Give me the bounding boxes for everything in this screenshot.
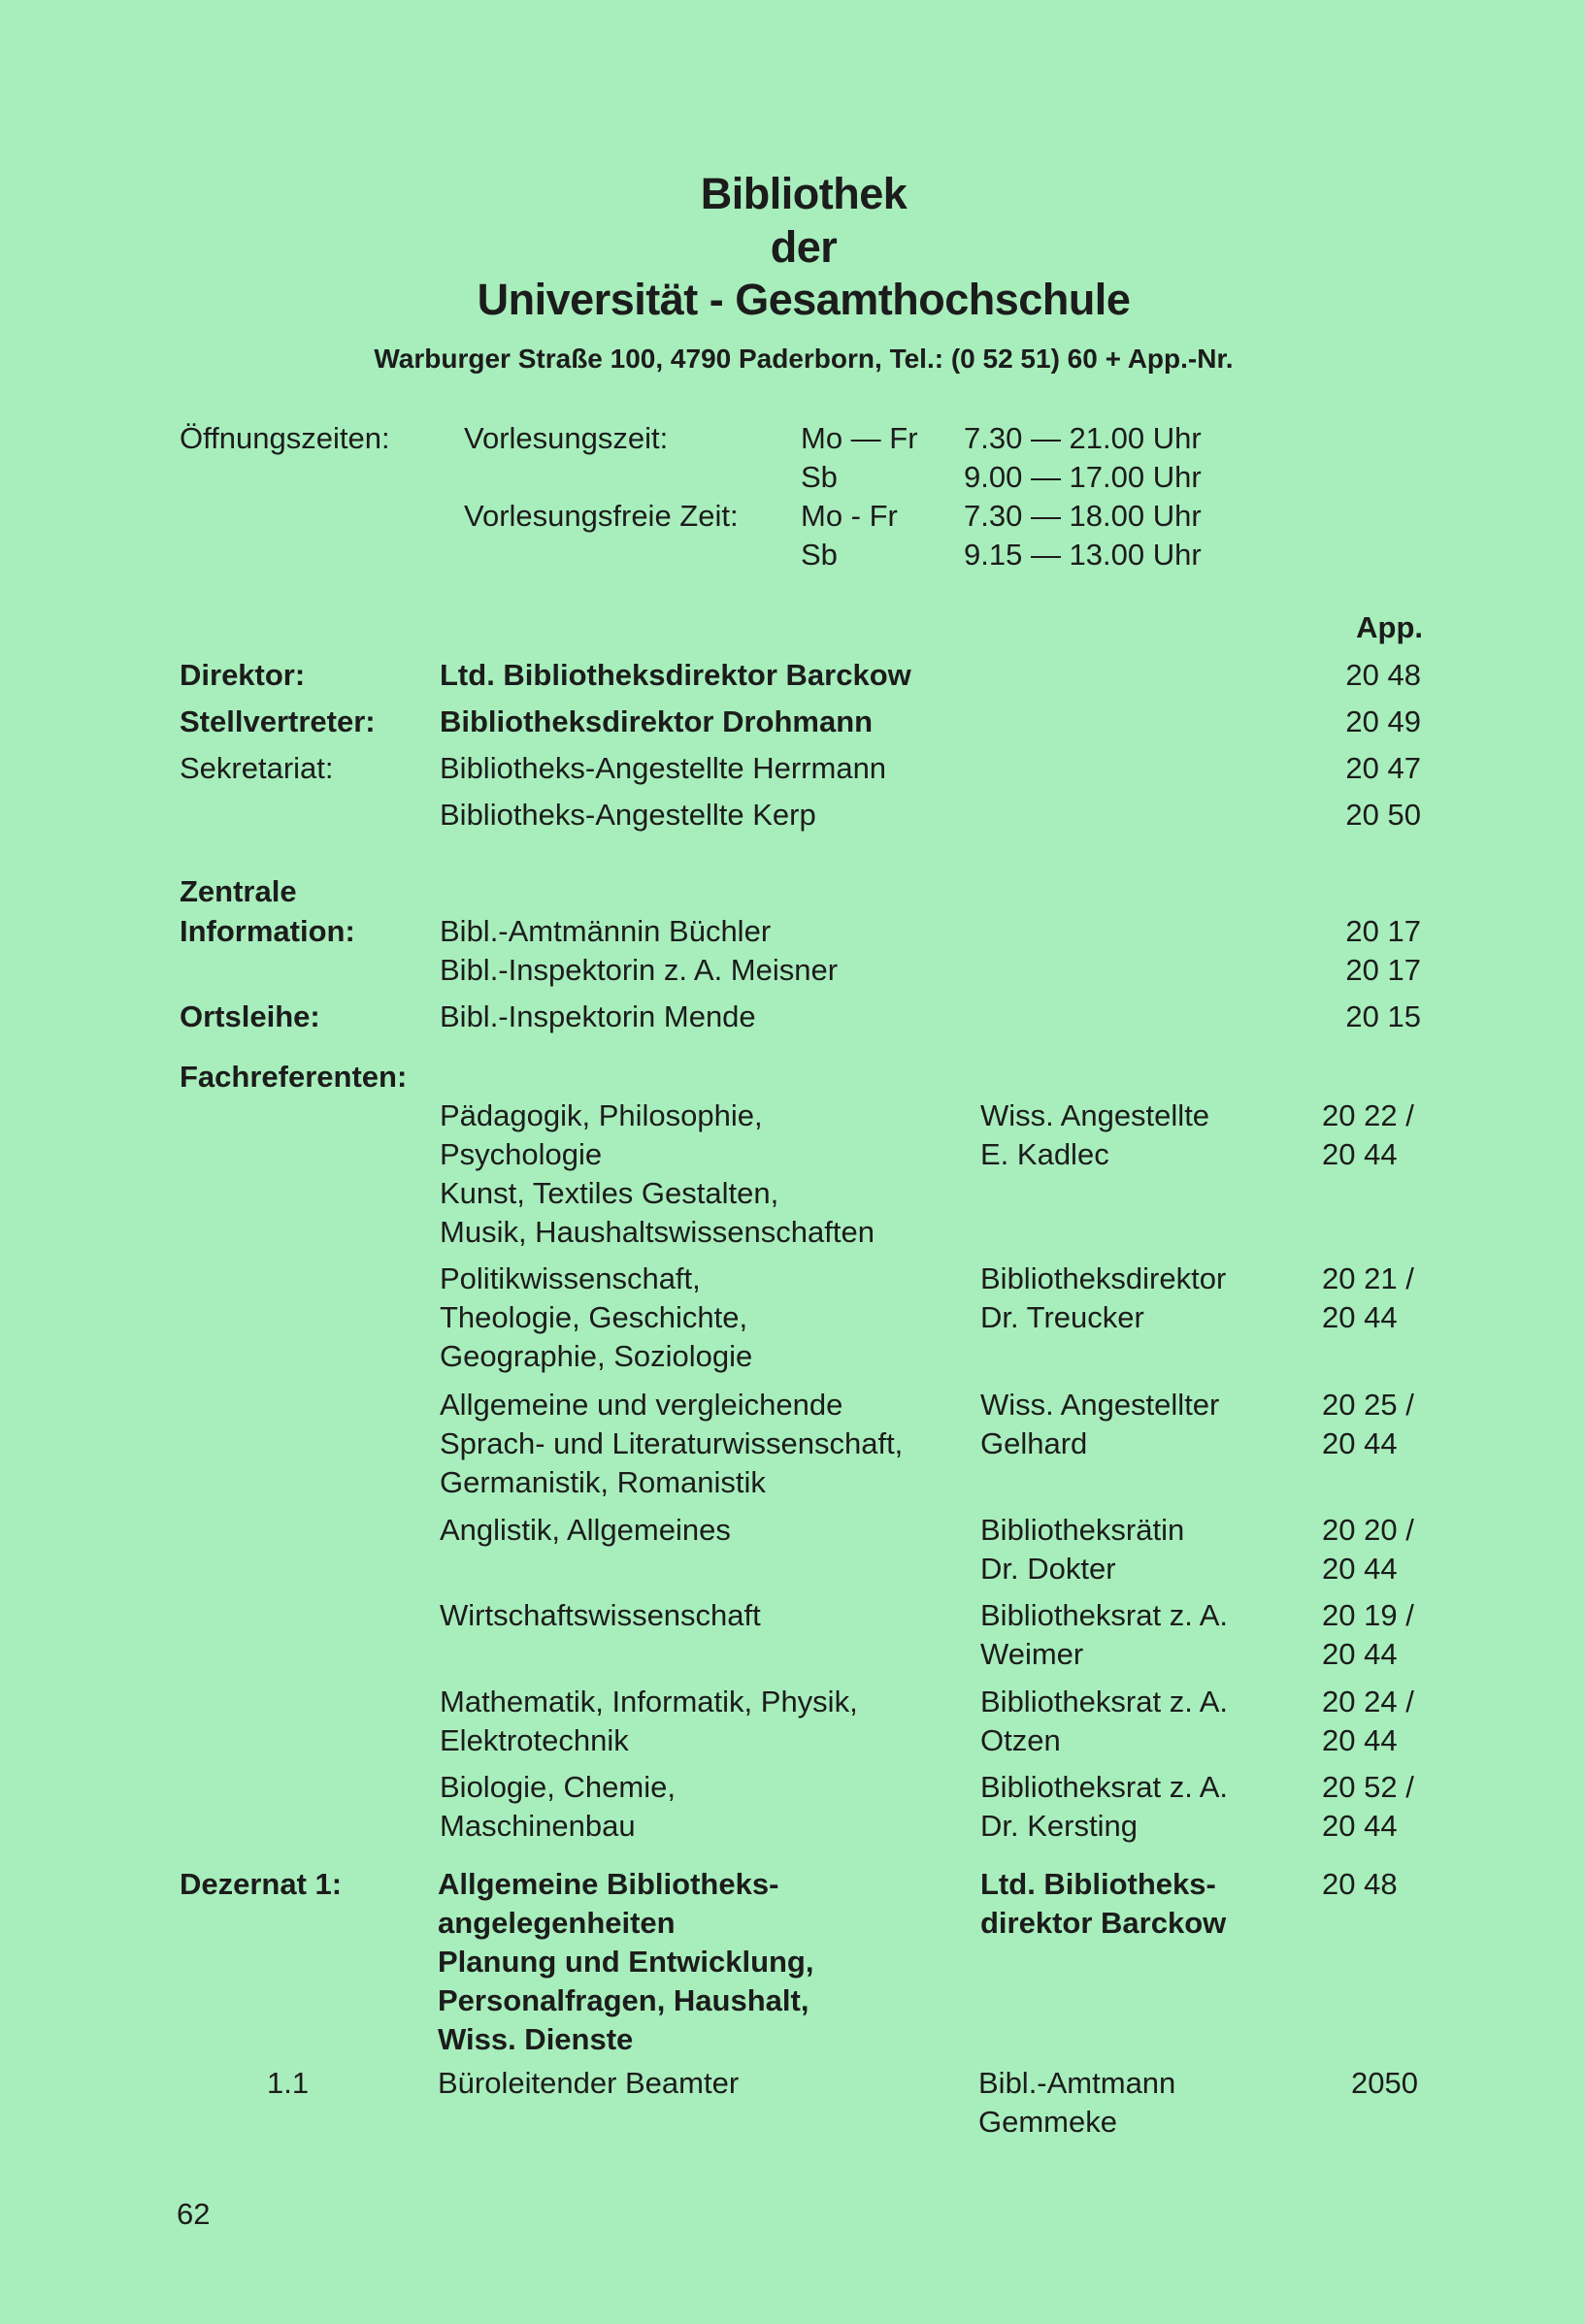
stellvertreter-name: Bibliotheksdirektor Drohmann bbox=[440, 704, 874, 738]
hours-days: Mo — Fr bbox=[801, 421, 918, 455]
fach-app: 20 24 / 20 44 bbox=[1322, 1685, 1414, 1757]
fach-person: Wiss. Angestellter Gelhard bbox=[980, 1388, 1220, 1460]
sekretariat-name: Bibliotheks-Angestellte Kerp bbox=[440, 798, 816, 832]
address: Warburger Straße 100, 4790 Paderborn, Tel.: (0 52 51) 60 + App.-Nr. bbox=[374, 344, 1234, 374]
hours-days: Mo - Fr bbox=[801, 499, 898, 533]
fachreferenten-label: Fachreferenten: bbox=[180, 1060, 408, 1094]
hours-time: 7.30 — 21.00 Uhr bbox=[964, 421, 1202, 455]
fach-subject: Pädagogik, Philosophie, Psychologie Kunst, Textiles Gestalten, Musik, Haushaltswissenschaften bbox=[440, 1098, 875, 1249]
fach-person: Bibliotheksrat z. A. Otzen bbox=[980, 1685, 1229, 1757]
hours-time: 9.00 — 17.00 Uhr bbox=[964, 460, 1202, 494]
information-app: 20 17 bbox=[1345, 953, 1421, 987]
fach-app: 20 52 / 20 44 bbox=[1322, 1770, 1414, 1843]
sekretariat-name: Bibliotheks-Angestellte Herrmann bbox=[440, 751, 887, 785]
dezernat-app: 20 48 bbox=[1322, 1867, 1398, 1901]
direktor-label: Direktor: bbox=[180, 658, 306, 692]
fach-person: Wiss. Angestellte E. Kadlec bbox=[980, 1098, 1210, 1171]
ortsleihe-app: 20 15 bbox=[1345, 999, 1421, 1033]
fach-person: Bibliotheksdirektor Dr. Treucker bbox=[980, 1261, 1227, 1334]
fach-subject: Anglistik, Allgemeines bbox=[440, 1513, 731, 1547]
fach-person: Bibliotheksrätin Dr. Dokter bbox=[980, 1513, 1185, 1586]
fach-subject: Politikwissenschaft, Theologie, Geschichte, Geographie, Soziologie bbox=[440, 1261, 753, 1373]
fach-app: 20 25 / 20 44 bbox=[1322, 1388, 1414, 1460]
fach-subject: Allgemeine und vergleichende Sprach- und Literaturwissenschaft, Germanistik, Romanistik bbox=[440, 1388, 904, 1499]
app-column-header: App. bbox=[1356, 610, 1423, 644]
sub-person: Bibl.-Amtmann Gemmeke bbox=[978, 2066, 1176, 2139]
page-number: 62 bbox=[177, 2197, 211, 2231]
fach-person: Bibliotheksrat z. A. Dr. Kersting bbox=[980, 1770, 1229, 1843]
hours-days: Sb bbox=[801, 538, 838, 572]
stellvertreter-app: 20 49 bbox=[1345, 704, 1421, 738]
hours-time: 9.15 — 13.00 Uhr bbox=[964, 538, 1202, 572]
information-label: Information: bbox=[180, 914, 355, 948]
sub-subject: Büroleitender Beamter bbox=[438, 2066, 740, 2100]
information-name: Bibl.-Amtmännin Büchler bbox=[440, 914, 772, 948]
hours-period: Vorlesungsfreie Zeit: bbox=[464, 499, 739, 533]
title-line-2: der bbox=[770, 222, 838, 272]
ortsleihe-name: Bibl.-Inspektorin Mende bbox=[440, 999, 756, 1033]
hours-label: Öffnungszeiten: bbox=[180, 421, 390, 455]
fach-subject: Wirtschaftswissenschaft bbox=[440, 1598, 761, 1632]
hours-days: Sb bbox=[801, 460, 838, 494]
hours-period: Vorlesungszeit: bbox=[464, 421, 669, 455]
fach-person: Bibliotheksrat z. A. Weimer bbox=[980, 1598, 1229, 1671]
sekretariat-app: 20 50 bbox=[1345, 798, 1421, 832]
direktor-app: 20 48 bbox=[1345, 658, 1421, 692]
information-label: Zentrale bbox=[180, 874, 297, 908]
fach-app: 20 19 / 20 44 bbox=[1322, 1598, 1414, 1671]
fach-subject: Biologie, Chemie, Maschinenbau bbox=[440, 1770, 676, 1843]
fach-app: 20 20 / 20 44 bbox=[1322, 1513, 1414, 1586]
fach-app: 20 21 / 20 44 bbox=[1322, 1261, 1414, 1334]
hours-time: 7.30 — 18.00 Uhr bbox=[964, 499, 1202, 533]
sekretariat-app: 20 47 bbox=[1345, 751, 1421, 785]
information-app: 20 17 bbox=[1345, 914, 1421, 948]
sub-number: 1.1 bbox=[267, 2066, 310, 2100]
direktor-name: Ltd. Bibliotheksdirektor Barckow bbox=[440, 658, 911, 692]
title-line-3: Universität - Gesamthochschule bbox=[477, 275, 1131, 324]
ortsleihe-label: Ortsleihe: bbox=[180, 999, 320, 1033]
dezernat-label: Dezernat 1: bbox=[180, 1867, 343, 1901]
fach-subject: Mathematik, Informatik, Physik, Elektrotechnik bbox=[440, 1685, 858, 1757]
information-name: Bibl.-Inspektorin z. A. Meisner bbox=[440, 953, 839, 987]
sekretariat-label: Sekretariat: bbox=[180, 751, 334, 785]
dezernat-subject: Allgemeine Bibliotheks- angelegenheiten Planung und Entwicklung, Personalfragen, Haushalt, Wiss. Dienste bbox=[438, 1867, 814, 2056]
title-line-1: Bibliothek bbox=[700, 169, 908, 218]
fach-app: 20 22 / 20 44 bbox=[1322, 1098, 1414, 1171]
stellvertreter-label: Stellvertreter: bbox=[180, 704, 376, 738]
sub-app: 2050 bbox=[1351, 2066, 1418, 2100]
dezernat-person: Ltd. Bibliotheks- direktor Barckow bbox=[980, 1867, 1227, 1940]
